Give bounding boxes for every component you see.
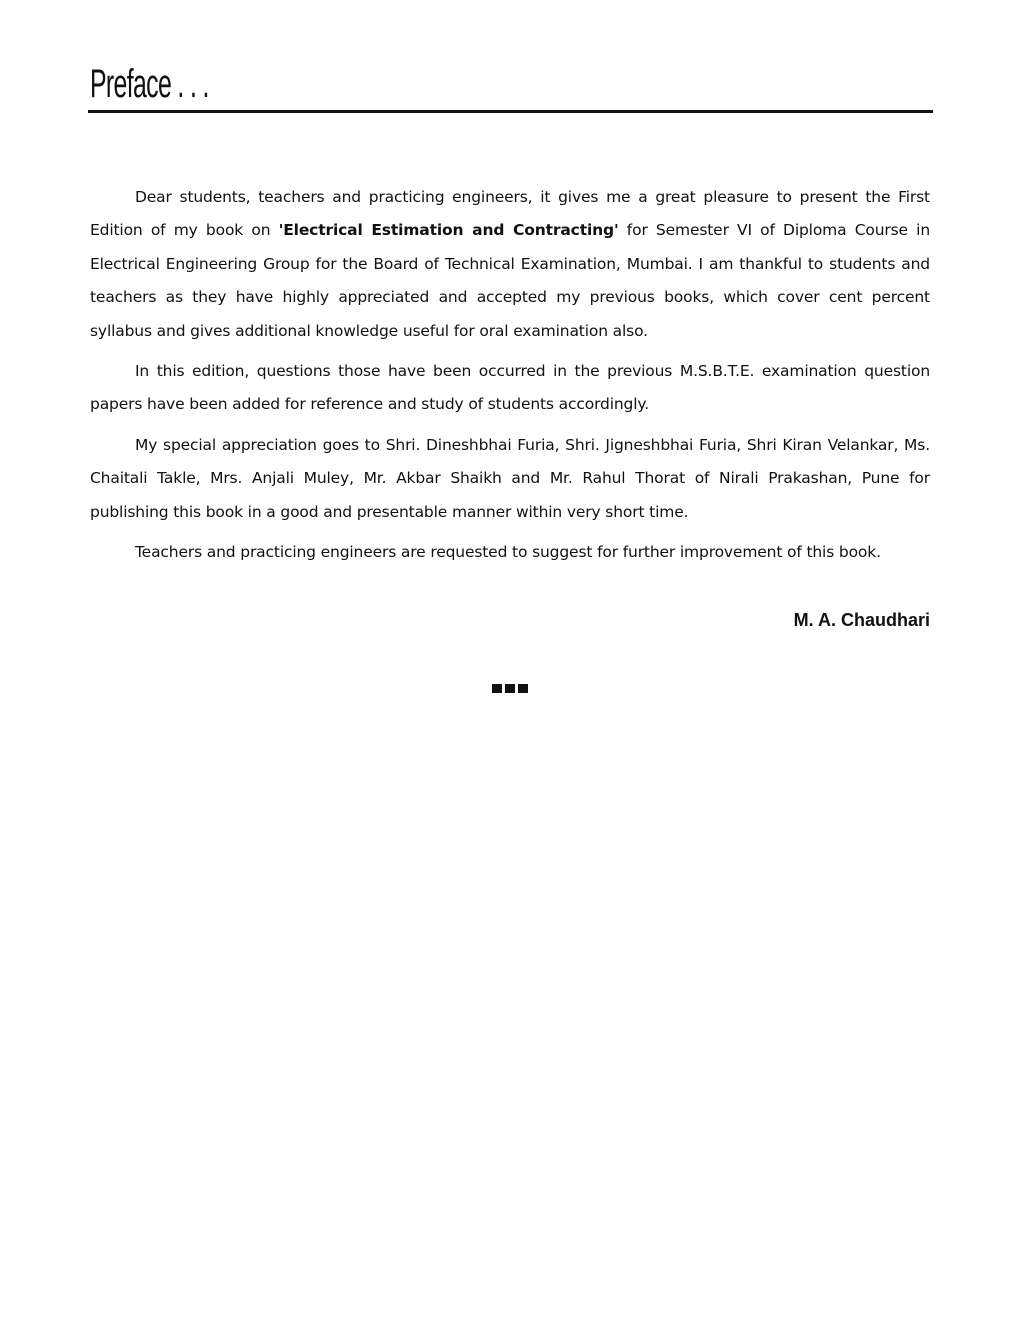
paragraph-intro-text: Dear students, teachers and practicing engineers, it gives me a great pleasure to present the First Edition of my book on [90, 188, 930, 240]
author-signature: M. A. Chaudhari [793, 610, 930, 630]
paragraph-intro-text-cont: for Semester VI of Diploma Course in Electrical Engineering Group for the Board of Technical Examination, Mumbai. I am thankful to students and teachers as they have highly appreciated and accepted my previous books, which cover cent percent syllabus and gives additional knowledge useful for oral examination also. [90, 221, 931, 340]
end-of-section-marks [492, 684, 528, 693]
book-title-emphasis: 'Electrical Estimation and Contracting' [278, 221, 619, 240]
black-square-icon [492, 684, 502, 693]
black-square-icon [518, 684, 528, 693]
paragraph-intro [90, 181, 930, 348]
paragraph-edition: In this edition, questions those have been occurred in the previous M.S.B.T.E. examination question papers have been added for reference and study of students accordingly. [90, 362, 930, 414]
title-divider [88, 110, 933, 113]
page-title: Preface . . . [90, 62, 209, 106]
preface-body [90, 181, 930, 576]
black-square-icon [505, 684, 515, 693]
paragraph-request: Teachers and practicing engineers are requested to suggest for further improvement of this book. [135, 543, 881, 562]
paragraph-acknowledgement: My special appreciation goes to Shri. Dineshbhai Furia, Shri. Jigneshbhai Furia, Shri Kiran Velankar, Ms. Chaitali Takle, Mrs. Anjali Muley, Mr. Akbar Shaikh and Mr. Rahul Thorat of Nirali Prakashan, Pune for publishing this book in a good and presentable manner within very short time. [90, 435, 930, 521]
